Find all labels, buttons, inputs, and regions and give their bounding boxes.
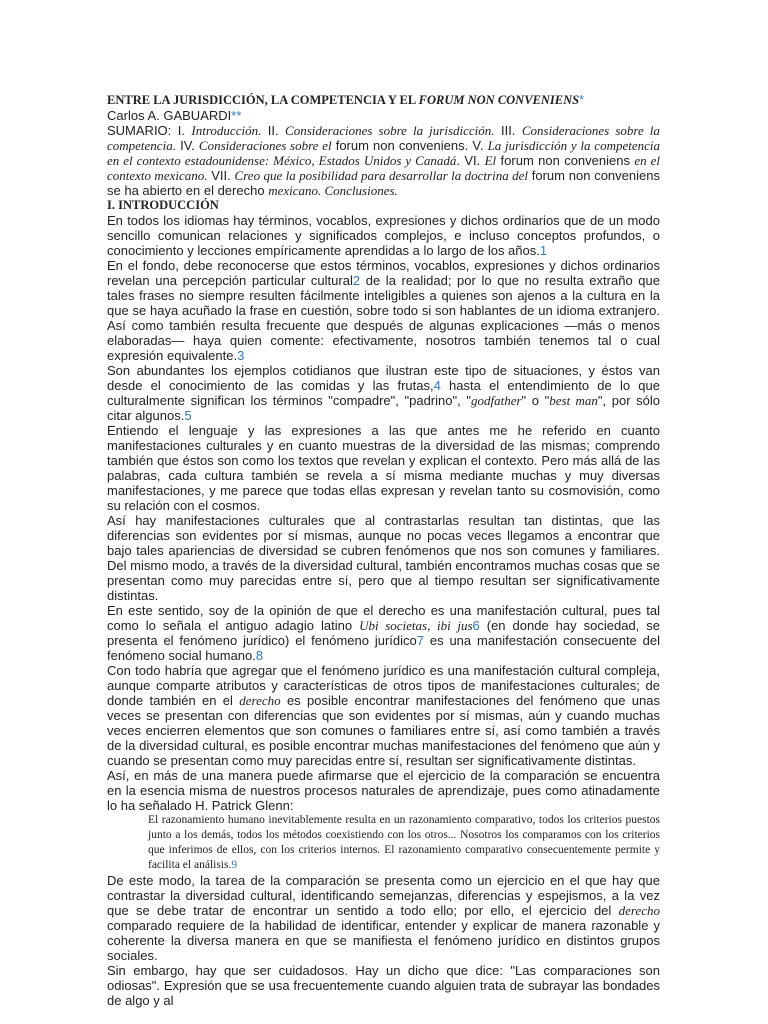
- footnote-link[interactable]: 8: [255, 648, 264, 663]
- paragraph-text: Son abundantes los ejemplos cotidianos que ilustran este tipo de situaciones, y éstos van desde el conocimiento de las comidas y las frutas,: [107, 363, 660, 393]
- sumario-num: VII.: [211, 168, 231, 183]
- sumario-item: Creo que la posibilidad para desarrollar la doctrina del: [234, 168, 528, 183]
- sumario-item: forum non conveniens.: [335, 138, 469, 153]
- footnote-link[interactable]: 1: [539, 243, 548, 258]
- sumario-num: V.: [472, 138, 484, 153]
- footnote-link[interactable]: 7: [416, 633, 424, 648]
- quote-text: El razonamiento humano inevitablemente resulta en un razonamiento comparativo, todos los criterios puestos junto a los demás, todos los métodos coexistiendo con los otros... Nosotros los comparamos con los criterios que inferimos de ellos, con los criterios internos. El razonamiento comparativo consecuentemente permite y facilita el análisis.: [148, 814, 660, 871]
- paragraph: [107, 258, 660, 363]
- paragraph-text: En todos los idiomas hay términos, vocablos, expresiones y dichos ordinarios que de un modo sencillo comunican relaciones y significados complejos, e incluso conceptos profundos, o conocimiento y lecciones empíricamente aprendidas a lo largo de los años.: [107, 213, 660, 258]
- title-italic: FORUM NON CONVENIENS: [418, 93, 580, 107]
- paragraph: [107, 513, 660, 603]
- paragraph-text: Con todo habría que agregar que el fenómeno jurídico es una manifestación cultural compleja, aunque comparte atributos y características de otros tipos de manifestaciones culturales; de donde también en el: [107, 663, 660, 708]
- sumario-item: Consideraciones sobre la competencia.: [107, 123, 660, 153]
- sumario-num: II.: [267, 123, 279, 138]
- paragraph-text: Así, en más de una manera puede afirmarse que el ejercicio de la comparación se encuentra en la esencia misma de nuestros procesos naturales de aprendizaje, pues como atinadamente lo ha señalado H. Patrick Glenn:: [107, 768, 660, 813]
- paragraph: [107, 768, 660, 813]
- paragraph: [107, 213, 660, 258]
- sumario-num: III.: [500, 123, 516, 138]
- italic-term: godfather: [470, 393, 522, 408]
- paragraph-text: es posible encontrar manifestaciones del fenómeno que unas veces se presentan con diferencias que son evidentes por sí mismas, aún y cuando muchas veces encierren elementos que son comunes o familiares entre sí, así como también a través de la diversidad cultural, es posible encontrar muchas manifestaciones del fenómeno que aún y cuando se presentan como muy parecidas entre sí, resultan ser significativamente distintas.: [107, 693, 660, 768]
- paragraph: [107, 663, 660, 768]
- sumario-num: . VI.: [456, 153, 481, 168]
- paragraph-text: " o ": [521, 393, 550, 408]
- italic-term: best man: [549, 393, 598, 408]
- sumario-item: en el contexto mexicano.: [107, 153, 660, 183]
- sumario-num: IV.: [180, 138, 195, 153]
- author-name: Carlos A. GABUARDI: [107, 108, 232, 123]
- sumario-item: Introducción.: [191, 123, 262, 138]
- author-line: [107, 108, 660, 123]
- footnote-link[interactable]: 9: [231, 859, 238, 871]
- paragraph: [107, 963, 660, 1008]
- block-quote: [148, 813, 660, 873]
- sumario-item: Consideraciones sobre la jurisdicción.: [285, 123, 495, 138]
- paragraph-text: ", por sólo citar algunos.: [107, 393, 660, 423]
- sumario-item: Consideraciones sobre el: [198, 138, 332, 153]
- paragraph-text: Así hay manifestaciones culturales que al contrastarlas resultan tan distintas, que las diferencias son evidentes por sí mismas, aunque no pocas veces llegamos a encontrar que bajo tales apariencias de diversidad se cubren fenómenos que nos son comunes y familiares. Del mismo modo, a través de la diversidad cultural, también encontramos muchas cosas que se presentan como muy parecidas entre sí, pero que al tiempo resultan ser significativamente distintas.: [107, 513, 660, 603]
- paragraph-text: es una manifestación consecuente del fenómeno social humano.: [107, 633, 660, 663]
- sumario-item: mexicano. Conclusiones.: [268, 183, 398, 198]
- paragraph-text: Entiendo el lenguaje y las expresiones a las que antes me he referido en cuanto manifestaciones culturales y en cuanto muestras de la diversidad de las mismas; comprendo también que éstos son como los textos que revelan y explican el contexto. Pero más allá de las palabras, cada cultura también se revela a sí misma mediante muchas y muy diversas manifestaciones, y me parece que todas ellas expresan y revelan tanto su cosmovisión, como su relación con el cosmos.: [107, 423, 660, 513]
- document-body: [107, 93, 660, 1008]
- footnote-link[interactable]: 3: [237, 348, 245, 363]
- italic-term: Ubi societas, ibi jus: [359, 618, 473, 633]
- paragraph: [107, 363, 660, 423]
- paragraph-text: (en donde hay sociedad, se presenta el fenómeno jurídico) el fenómeno jurídico: [107, 618, 661, 648]
- footnote-link[interactable]: 6: [472, 618, 480, 633]
- section-heading: I. INTRODUCCIÓN: [107, 198, 219, 212]
- paragraph: [107, 603, 660, 663]
- sumario-num: I.: [177, 123, 185, 138]
- italic-term: derecho: [239, 693, 281, 708]
- sumario: [107, 123, 660, 198]
- author-footnote-marker[interactable]: **: [231, 108, 242, 123]
- italic-term: derecho: [618, 903, 660, 918]
- paragraph-text: Sin embargo, hay que ser cuidadosos. Hay un dicho que dice: "Las comparaciones son odiosas". Expresión que se usa frecuentemente cuando alguien trata de subrayar las bondades de algo y al: [107, 963, 660, 1008]
- paragraph: [107, 873, 660, 963]
- title-footnote-marker[interactable]: *: [579, 93, 584, 107]
- sumario-label: SUMARIO:: [107, 123, 172, 138]
- footnote-link[interactable]: 5: [184, 408, 192, 423]
- article-title: [107, 93, 660, 108]
- paragraph-text: hasta el entendimiento de lo que culturalmente significan los términos "compadre", "padrino", ": [107, 378, 661, 408]
- paragraph: [107, 423, 660, 513]
- sumario-item: La jurisdicción y la competencia en el contexto estadounidense: México, Estados Unidos y Canadá: [107, 138, 660, 168]
- paragraph-text: de la realidad; por lo que no resulta extraño que tales frases no siempre resulten fácilmente inteligibles a quienes son ajenos a la cultura en la que se haya acuñado la frase en cuestión, sobre todo si son hablantes de un idioma extranjero. Así como también resulta frecuente que después de algunas explicaciones —más o menos elaboradas— haya quien comente: efectivamente, nosotros también tenemos tal o cual expresión equivalente.: [107, 273, 660, 363]
- paragraph-text: comparado requiere de la habilidad de identificar, entender y explicar de manera razonable y coherente la diversa manera en que se manifiesta el fenómeno jurídico en distintos grupos sociales.: [107, 918, 660, 963]
- sumario-item: El: [484, 153, 497, 168]
- sumario-item: forum non conveniens: [500, 153, 630, 168]
- sumario-item: forum non conveniens se ha abierto en el derecho: [107, 168, 660, 198]
- paragraph-text: En el fondo, debe reconocerse que estos términos, vocablos, expresiones y dichos ordinarios revelan una percepción particular cultural: [107, 258, 660, 288]
- paragraph-text: En este sentido, soy de la opinión de que el derecho es una manifestación cultural, pues tal como lo señala el antiguo adagio latino: [107, 603, 660, 633]
- footnote-link[interactable]: 2: [352, 273, 361, 288]
- title-main: ENTRE LA JURISDICCIÓN, LA COMPETENCIA Y EL: [107, 93, 416, 107]
- footnote-link[interactable]: 4: [433, 378, 441, 393]
- paragraph-text: De este modo, la tarea de la comparación se presenta como un ejercicio en el que hay que contrastar la diversidad cultural, identificando semejanzas, diferencias y espejismos, a la vez que se debe tratar de encontrar un sentido a todo ello; por ello, el ejercicio del: [107, 873, 660, 918]
